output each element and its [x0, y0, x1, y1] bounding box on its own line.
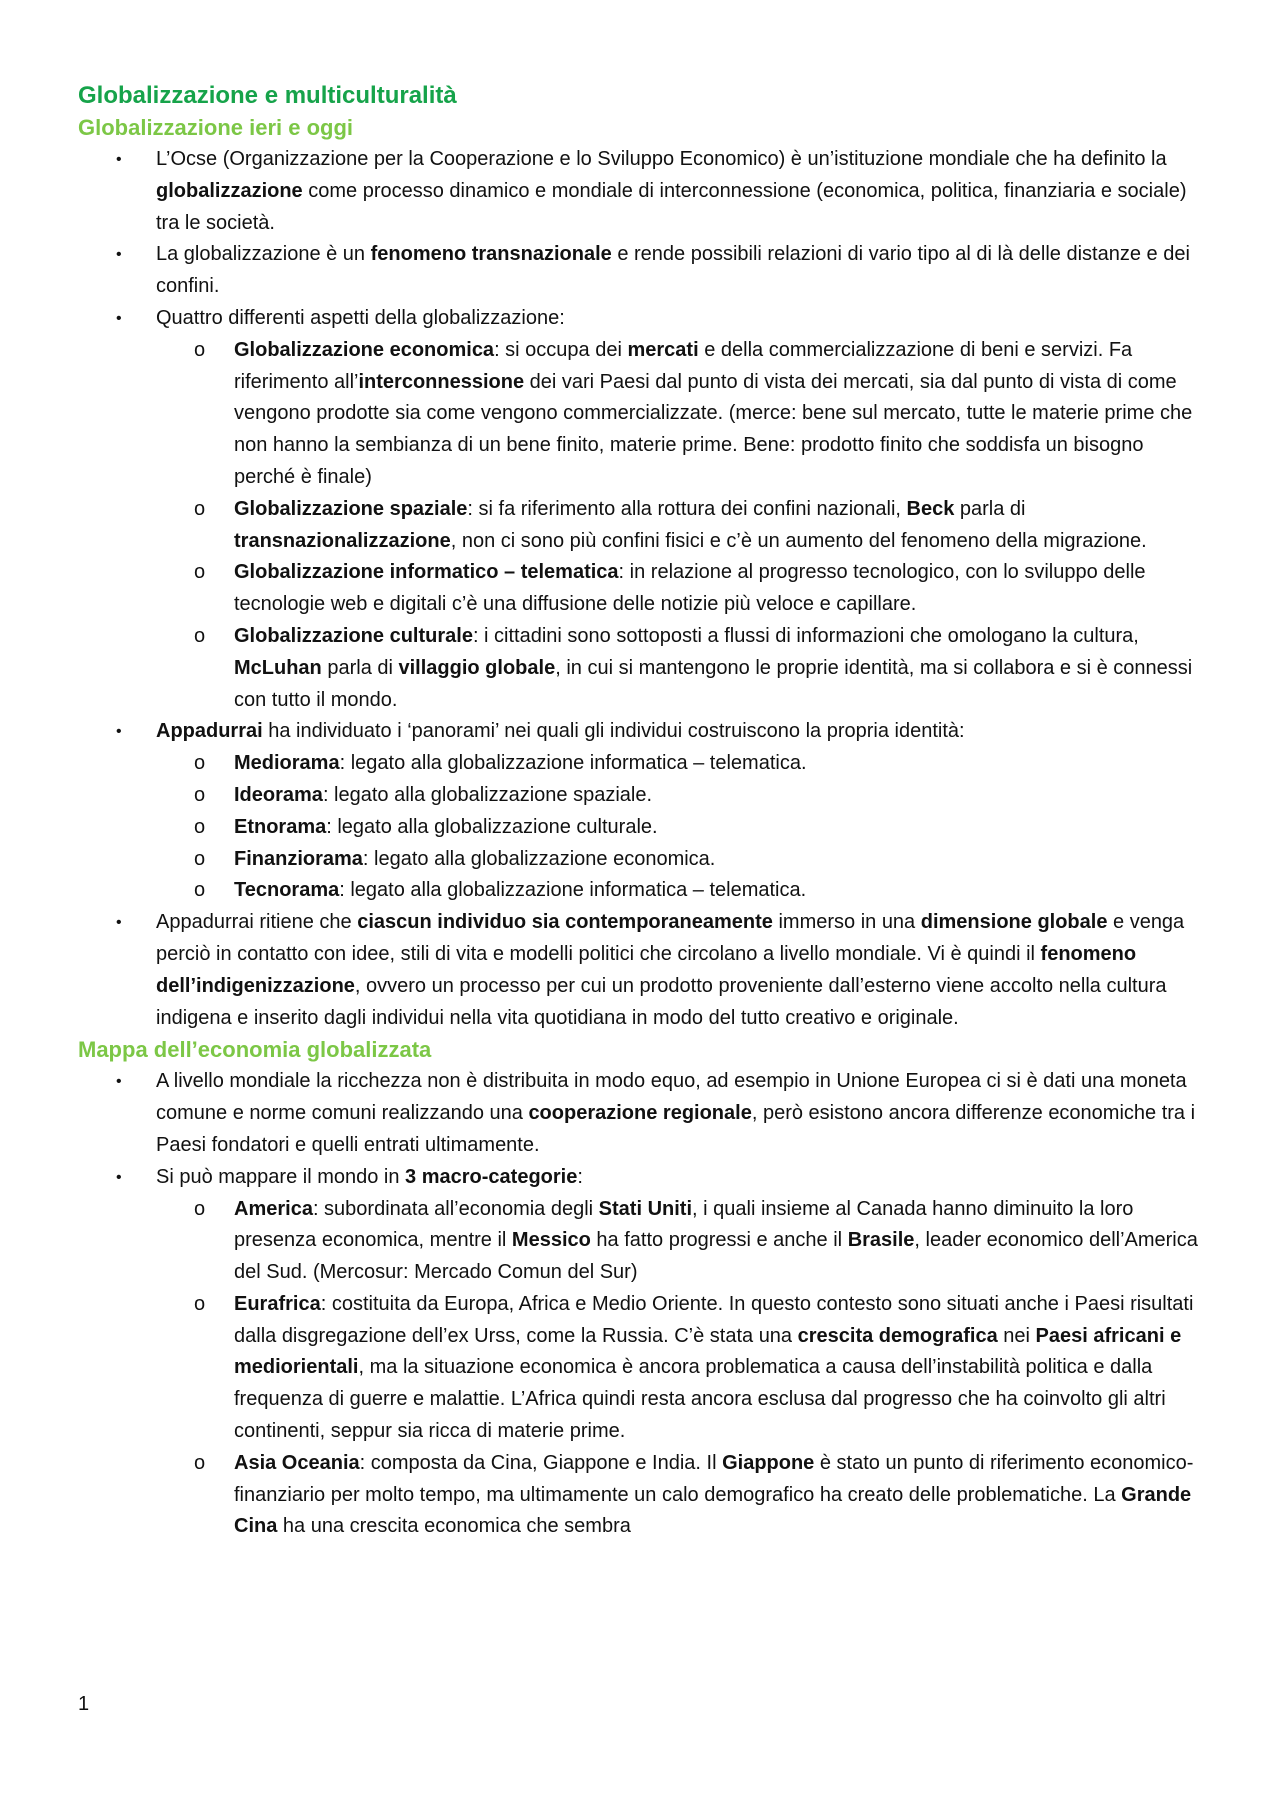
document-title: Globalizzazione e multiculturalità — [78, 82, 457, 109]
text-run: : — [577, 1165, 583, 1188]
text-run: è stato un punto di riferimento economico-finanziario per molto tempo, ma ultimamente un calo demografico ha creato delle problematiche. La — [234, 1451, 1194, 1506]
bullet-circle-icon: o — [194, 338, 206, 361]
bold-text: Grande Cina — [234, 1483, 1192, 1538]
text-run: , leader economico dell’America del Sud. (Mercosur: Mercado Comun del Sur) — [234, 1229, 1198, 1284]
text-run: Quattro differenti aspetti della globalizzazione: — [156, 306, 565, 329]
bold-text: Globalizzazione culturale — [234, 624, 473, 647]
text-run: : legato alla globalizzazione economica. — [362, 847, 716, 870]
text-run: Appadurrai ritiene che — [156, 911, 358, 934]
text-run: ha individuato i ‘panorami’ nei quali gli individui costruiscono la propria identità: — [262, 720, 965, 743]
bold-text: Etnorama — [234, 815, 327, 838]
bold-text: Brasile — [847, 1229, 915, 1252]
text-run: ha fatto progressi e anche il — [590, 1229, 848, 1252]
sub-list-item — [156, 875, 1202, 907]
bullet-circle-icon: o — [194, 879, 206, 902]
bold-text: Ideorama — [234, 783, 323, 806]
section-heading: Mappa dell’economia globalizzata — [78, 1037, 432, 1063]
text-run: , i quali insieme al Canada hanno diminuito la loro presenza economica, mentre il — [234, 1197, 1134, 1252]
sub-list — [156, 748, 1202, 907]
bold-text: Messico — [511, 1229, 591, 1252]
bold-text: Giappone — [722, 1451, 815, 1474]
sub-list-item — [156, 557, 1202, 621]
text-run: : composta da Cina, Giappone e India. Il — [359, 1451, 723, 1474]
document-body — [78, 112, 1202, 1543]
text-run: , però esistono ancora differenze economiche tra i Paesi fondatori e quelli entrati ultimamente. — [156, 1102, 1196, 1156]
text-run: L’Ocse (Organizzazione per la Cooperazione e lo Sviluppo Economico) è un’istituzione mondiale che ha definito la — [156, 148, 1167, 170]
text-run: : legato alla globalizzazione informatica – telematica. — [339, 752, 807, 775]
text-run: nei — [997, 1324, 1036, 1347]
bold-text: America — [234, 1197, 313, 1220]
bold-text: Globalizzazione spaziale — [234, 497, 468, 520]
bullet-circle-icon: o — [194, 783, 206, 806]
list-item — [78, 1162, 1202, 1544]
text-run: La globalizzazione è un — [156, 243, 371, 266]
text-run: , non ci sono più confini fisici e c’è un aumento del fenomeno della migrazione. — [450, 529, 1147, 552]
section-heading: Globalizzazione ieri e oggi — [78, 115, 354, 140]
bullet-dot-icon: • — [116, 914, 122, 932]
sub-list — [156, 1194, 1202, 1544]
bold-text: Paesi africani e mediorientali — [234, 1324, 1182, 1379]
bullet-circle-icon: o — [194, 1197, 206, 1220]
page-number: 1 — [78, 1693, 90, 1715]
sub-list-item — [156, 1448, 1202, 1543]
sub-list-item — [156, 812, 1202, 844]
text-run: : i cittadini sono sottoposti a flussi di informazioni che omologano la cultura, — [472, 624, 1139, 647]
text-run: , ma la situazione economica è ancora problematica a causa dell’instabilità politica e dalla frequenza di guerre e malattie. L’Africa quindi resta ancora esclusa dal progresso che ha coinvolto gli altri continenti, seppur sia ricca di materie prime. — [234, 1356, 1166, 1443]
list-item — [78, 716, 1202, 907]
list-item — [78, 907, 1202, 1034]
text-run: e venga perciò in contatto con idee, stili di vita e modelli politici che circolano a livello mondiale. Vi è quindi il — [156, 911, 1185, 965]
text-run: : legato alla globalizzazione culturale. — [326, 815, 658, 838]
text-run: : legato alla globalizzazione informatica – telematica. — [339, 879, 807, 902]
bold-text: globalizzazione — [156, 179, 303, 202]
bullet-circle-icon: o — [194, 1451, 206, 1474]
text-run: : in relazione al progresso tecnologico, con lo sviluppo delle tecnologie web e digitali c’è una diffusione delle notizie più veloce e capillare. — [234, 561, 1146, 616]
bullet-circle-icon: o — [194, 815, 206, 838]
bullet-dot-icon: • — [116, 151, 122, 168]
bold-text: Globalizzazione informatico – telematica — [234, 561, 619, 584]
bullet-dot-icon: • — [116, 723, 122, 741]
sub-list-item — [156, 494, 1202, 558]
list-item — [78, 239, 1202, 303]
bold-text: Stati Uniti — [598, 1197, 693, 1220]
text-run: : legato alla globalizzazione spaziale. — [322, 783, 653, 806]
bullet-circle-icon: o — [194, 561, 206, 584]
bullet-list — [78, 1066, 1202, 1543]
sub-list-item — [156, 1289, 1202, 1448]
bold-text: Globalizzazione economica — [234, 338, 495, 361]
bullet-circle-icon: o — [194, 1292, 206, 1315]
bold-text: Appadurrai — [156, 720, 263, 743]
sub-list — [156, 335, 1202, 717]
text-run: , in cui si mantengono le proprie identità, ma si collabora e si è connessi con tutto il mondo. — [234, 656, 1193, 711]
text-run: ha una crescita economica che sembra — [277, 1515, 631, 1538]
sub-list-item — [156, 621, 1202, 716]
list-item — [78, 144, 1202, 239]
text-run: : subordinata all’economia degli — [312, 1197, 599, 1220]
bold-text: Finanziorama — [234, 847, 363, 870]
sub-list-item — [156, 335, 1202, 494]
text-run: parla di — [321, 656, 399, 679]
document-page — [78, 80, 1202, 1543]
bullet-circle-icon: o — [194, 752, 206, 775]
bold-text: Asia Oceania — [234, 1451, 360, 1474]
bold-text: interconnessione — [358, 370, 525, 393]
bullet-circle-icon: o — [194, 624, 206, 647]
text-run: : si fa riferimento alla rottura dei confini nazionali, — [467, 497, 907, 520]
bold-text: dimensione globale — [920, 911, 1108, 934]
sub-list-item — [156, 780, 1202, 812]
bold-text: ciascun individuo sia contemporaneamente — [357, 911, 773, 934]
text-run: : si occupa dei — [494, 338, 628, 361]
bold-text: Beck — [906, 497, 955, 520]
bullet-circle-icon: o — [194, 497, 206, 520]
bold-text: Tecnorama — [234, 879, 340, 902]
bold-text: mercati — [627, 338, 699, 361]
sub-list-item — [156, 748, 1202, 780]
bold-text: Mediorama — [234, 752, 340, 775]
bold-text: transnazionalizzazione — [234, 529, 451, 552]
bullet-circle-icon: o — [194, 847, 206, 870]
list-item — [78, 303, 1202, 716]
text-run: immerso in una — [772, 911, 921, 934]
sub-list-item — [156, 844, 1202, 876]
bullet-dot-icon: • — [116, 246, 122, 264]
sub-list-item — [156, 1194, 1202, 1289]
bold-text: fenomeno dell’indigenizzazione — [156, 942, 1137, 997]
bold-text: cooperazione regionale — [528, 1102, 752, 1125]
bold-text: 3 macro-categorie — [405, 1165, 578, 1188]
list-item — [78, 1066, 1202, 1161]
text-run: A livello mondiale la ricchezza non è distribuita in modo equo, ad esempio in Unione Europea ci si è dati una moneta comune e norme comuni realizzando una — [156, 1070, 1187, 1125]
text-run: : costituita da Europa, Africa e Medio Oriente. In questo contesto sono situati anche i Paesi risultati dalla disgregazione dell’ex Urss, come la Russia. C’è stata una — [234, 1292, 1194, 1347]
bullet-dot-icon: • — [116, 1168, 122, 1186]
text-run: come processo dinamico e mondiale di interconnessione (economica, politica, finanziaria e sociale) tra le società. — [156, 179, 1187, 234]
text-run: Si può mappare il mondo in — [156, 1165, 406, 1188]
text-run: e rende possibili relazioni di vario tipo al di là delle distanze e dei confini. — [156, 243, 1190, 298]
text-run: parla di — [954, 497, 1026, 520]
bold-text: McLuhan — [234, 656, 322, 679]
bullet-list — [78, 144, 1202, 1034]
text-run: e della commercializzazione di beni e servizi. Fa riferimento all’ — [234, 338, 1133, 393]
text-run: dei vari Paesi dal punto di vista dei mercati, sia dal punto di vista di come vengono prodotte sia come vengono commercializzate. (merce: bene sul mercato, tutte le materie prime che non hanno la sembianza di un bene finito, materie prime. Bene: prodotto finito che soddisfa un bisogno perché è finale) — [234, 370, 1193, 488]
bold-text: villaggio globale — [398, 656, 556, 679]
bullet-dot-icon: • — [116, 1073, 122, 1091]
text-run: , ovvero un processo per cui un prodotto proveniente dall’esterno viene accolto nella cultura indigena e inserito dagli individui nella vita quotidiana in modo del tutto creativo e originale. — [156, 974, 1167, 1029]
bold-text: fenomeno transnazionale — [370, 243, 612, 266]
bullet-dot-icon: • — [116, 309, 122, 327]
bold-text: Eurafrica — [234, 1292, 321, 1315]
bold-text: crescita demografica — [797, 1324, 998, 1347]
